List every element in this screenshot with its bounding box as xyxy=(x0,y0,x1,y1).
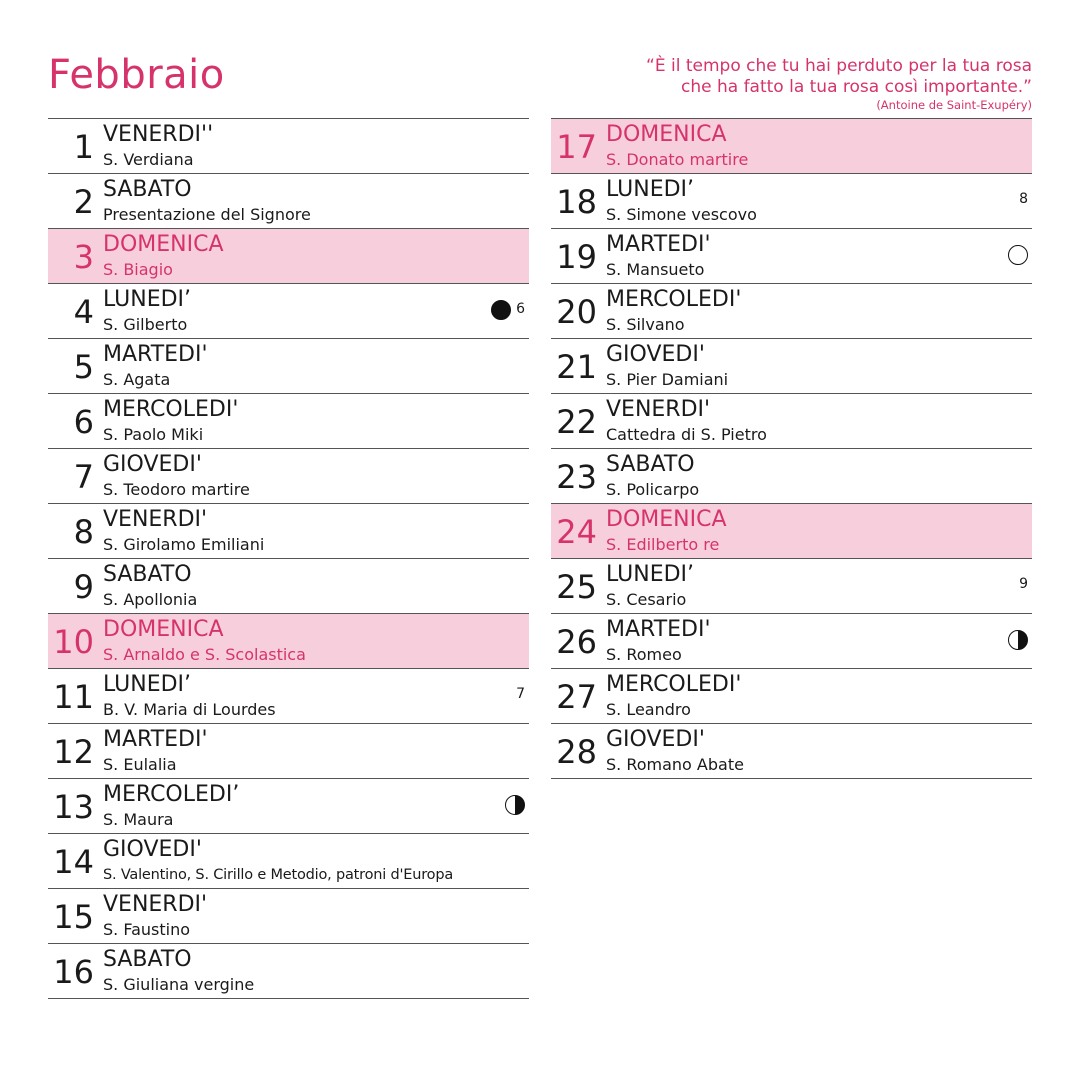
new-moon-icon xyxy=(491,300,511,320)
weekday-label: SABATO xyxy=(103,177,192,202)
day-row xyxy=(551,669,1032,724)
weekday-label: LUNEDI’ xyxy=(606,562,695,587)
day-row xyxy=(48,339,529,394)
day-row xyxy=(48,669,529,724)
saint-name: S. Agata xyxy=(103,370,171,389)
weekday-label: MARTEDI' xyxy=(606,617,711,642)
day-number: 6 xyxy=(73,403,94,441)
saint-name: S. Teodoro martire xyxy=(103,480,250,499)
saint-name: S. Pier Damiani xyxy=(606,370,729,389)
weekday-label: SABATO xyxy=(606,452,695,477)
saint-name: Cattedra di S. Pietro xyxy=(606,425,767,444)
weekday-label: SABATO xyxy=(103,947,192,972)
day-row xyxy=(48,284,529,339)
day-number: 19 xyxy=(556,238,597,276)
day-number: 10 xyxy=(53,623,94,661)
full-moon-icon xyxy=(1008,245,1028,265)
day-number: 2 xyxy=(73,183,94,221)
day-number: 25 xyxy=(556,568,597,606)
saint-name: S. Simone vescovo xyxy=(606,205,757,224)
saint-name: S. Romano Abate xyxy=(606,755,744,774)
day-number: 15 xyxy=(53,898,94,936)
day-number: 28 xyxy=(556,733,597,771)
saint-name: S. Donato martire xyxy=(606,150,749,169)
saint-name: S. Maura xyxy=(103,810,174,829)
day-row xyxy=(551,614,1032,669)
weekday-label: VENERDI' xyxy=(606,397,711,422)
weekday-label: GIOVEDI' xyxy=(103,452,202,477)
day-row xyxy=(48,944,529,999)
saint-name: S. Paolo Miki xyxy=(103,425,204,444)
day-row xyxy=(551,339,1032,394)
saint-name: S. Girolamo Emiliani xyxy=(103,535,265,554)
weekday-label: MERCOLEDI’ xyxy=(103,782,240,807)
weekday-label: VENERDI'' xyxy=(103,122,214,147)
day-number: 22 xyxy=(556,403,597,441)
weekday-label: MARTEDI' xyxy=(103,342,208,367)
day-number: 4 xyxy=(73,293,94,331)
saint-name: S. Valentino, S. Cirillo e Metodio, patroni d'Europa xyxy=(103,867,454,883)
day-row xyxy=(48,394,529,449)
day-row xyxy=(48,834,529,889)
saint-name: S. Arnaldo e S. Scolastica xyxy=(103,645,306,664)
saint-name: S. Policarpo xyxy=(606,480,700,499)
day-row-sunday xyxy=(551,119,1032,174)
week-number: 8 xyxy=(1019,191,1028,207)
day-number: 13 xyxy=(53,788,94,826)
day-row xyxy=(48,889,529,944)
day-number: 8 xyxy=(73,513,94,551)
first-quarter-moon-icon xyxy=(505,795,525,815)
weekday-label: DOMENICA xyxy=(606,507,727,532)
saint-name: S. Giuliana vergine xyxy=(103,975,255,994)
weekday-label: GIOVEDI' xyxy=(103,837,202,862)
saint-name: S. Biagio xyxy=(103,260,173,279)
day-row xyxy=(551,174,1032,229)
weekday-label: DOMENICA xyxy=(103,232,224,257)
day-row xyxy=(551,229,1032,284)
day-row-sunday xyxy=(551,504,1032,559)
day-row xyxy=(48,449,529,504)
saint-name: S. Romeo xyxy=(606,645,682,664)
day-row-sunday xyxy=(48,229,529,284)
weekday-label: DOMENICA xyxy=(606,122,727,147)
weekday-label: LUNEDI’ xyxy=(103,672,192,697)
weekday-label: DOMENICA xyxy=(103,617,224,642)
day-row xyxy=(551,284,1032,339)
saint-name: S. Eulalia xyxy=(103,755,177,774)
saint-name: S. Gilberto xyxy=(103,315,188,334)
weekday-label: MARTEDI' xyxy=(103,727,208,752)
weekday-label: VENERDI' xyxy=(103,507,208,532)
day-number: 7 xyxy=(73,458,94,496)
week-number: 6 xyxy=(516,301,525,317)
day-row xyxy=(551,394,1032,449)
saint-name: S. Apollonia xyxy=(103,590,198,609)
quote xyxy=(646,56,1032,113)
day-number: 12 xyxy=(53,733,94,771)
week-number: 9 xyxy=(1019,576,1028,592)
day-number: 3 xyxy=(73,238,94,276)
day-row xyxy=(48,724,529,779)
day-row xyxy=(48,779,529,834)
weekday-label: MERCOLEDI' xyxy=(606,672,742,697)
saint-name: Presentazione del Signore xyxy=(103,205,311,224)
quote-author: (Antoine de Saint-Exupéry) xyxy=(876,98,1032,112)
day-number: 17 xyxy=(556,128,597,166)
day-row xyxy=(551,559,1032,614)
weekday-label: GIOVEDI' xyxy=(606,342,705,367)
day-row xyxy=(48,504,529,559)
weekday-label: LUNEDI’ xyxy=(606,177,695,202)
day-number: 14 xyxy=(53,843,94,881)
day-row xyxy=(551,724,1032,779)
day-number: 21 xyxy=(556,348,597,386)
day-number: 16 xyxy=(53,953,94,991)
saint-name: S. Edilberto re xyxy=(606,535,720,554)
day-number: 26 xyxy=(556,623,597,661)
day-number: 5 xyxy=(73,348,94,386)
saint-name: B. V. Maria di Lourdes xyxy=(103,700,276,719)
day-number: 11 xyxy=(53,678,94,716)
days-column-right xyxy=(551,118,1032,779)
week-number: 7 xyxy=(516,686,525,702)
day-row xyxy=(48,174,529,229)
weekday-label: MERCOLEDI' xyxy=(606,287,742,312)
saint-name: S. Cesario xyxy=(606,590,687,609)
day-number: 20 xyxy=(556,293,597,331)
day-number: 27 xyxy=(556,678,597,716)
day-row xyxy=(48,119,529,174)
saint-name: S. Silvano xyxy=(606,315,685,334)
saint-name: S. Leandro xyxy=(606,700,691,719)
weekday-label: GIOVEDI' xyxy=(606,727,705,752)
day-row xyxy=(48,559,529,614)
day-number: 24 xyxy=(556,513,597,551)
day-number: 23 xyxy=(556,458,597,496)
quote-line-1: “È il tempo che tu hai perduto per la tua rosa xyxy=(646,56,1032,76)
quote-line-2: che ha fatto la tua rosa così importante.” xyxy=(680,77,1032,97)
weekday-label: VENERDI' xyxy=(103,892,208,917)
last-quarter-moon-icon xyxy=(1008,630,1028,650)
days-column-left xyxy=(48,118,529,999)
weekday-label: MERCOLEDI' xyxy=(103,397,239,422)
day-number: 1 xyxy=(73,128,94,166)
saint-name: S. Mansueto xyxy=(606,260,705,279)
month-title: Febbraio xyxy=(48,52,225,98)
weekday-label: LUNEDI’ xyxy=(103,287,192,312)
weekday-label: SABATO xyxy=(103,562,192,587)
day-number: 9 xyxy=(73,568,94,606)
day-number: 18 xyxy=(556,183,597,221)
saint-name: S. Faustino xyxy=(103,920,190,939)
day-row xyxy=(551,449,1032,504)
day-row-sunday xyxy=(48,614,529,669)
saint-name: S. Verdiana xyxy=(103,150,194,169)
weekday-label: MARTEDI' xyxy=(606,232,711,257)
